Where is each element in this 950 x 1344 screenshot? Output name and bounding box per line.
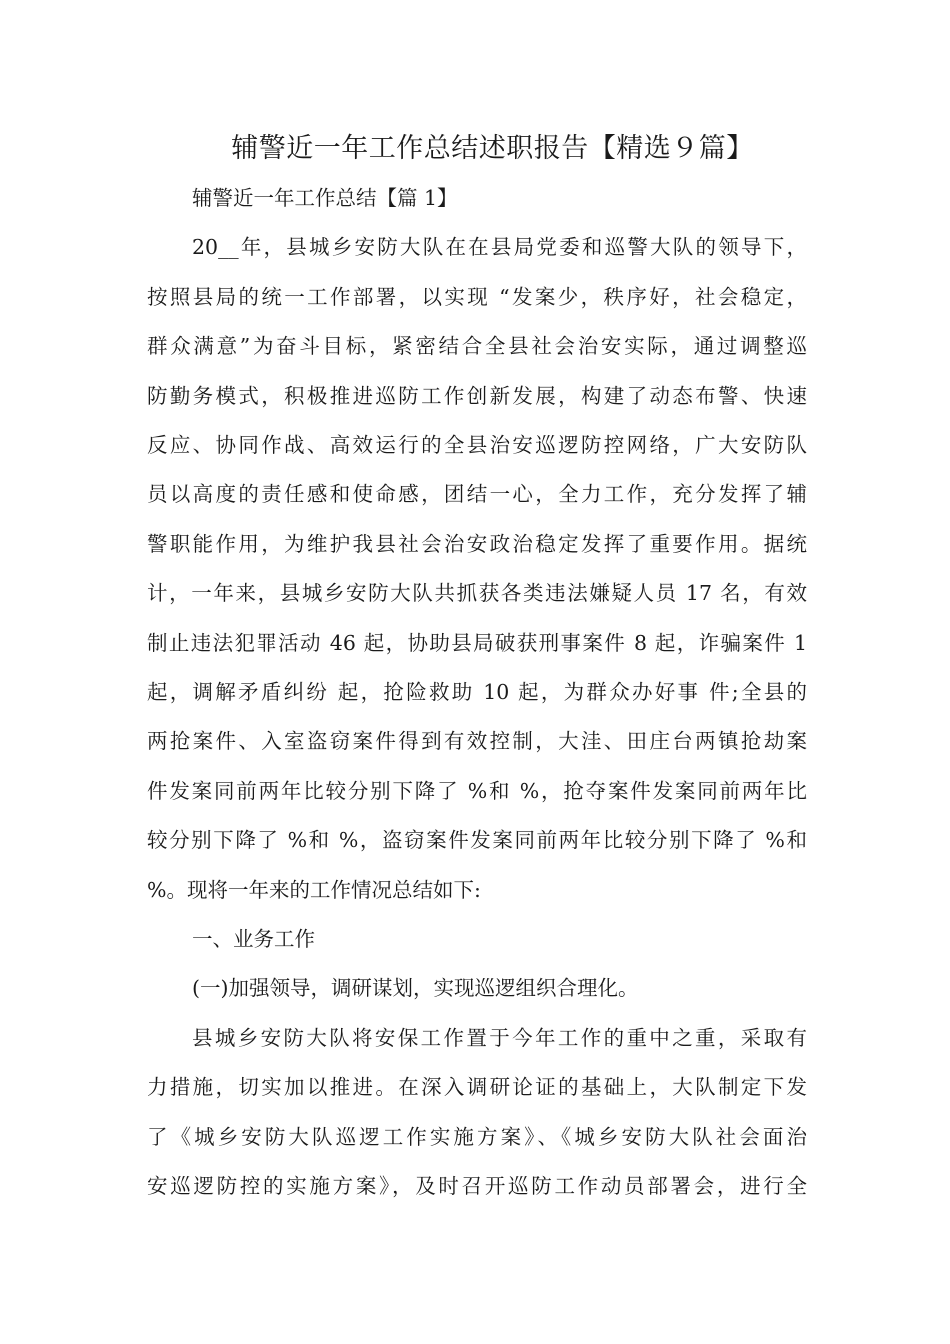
text-line: 一、业务工作: [192, 927, 315, 951]
text-line: 员以高度的责任感和使命感，团结一心，全力工作，充分发挥了辅: [147, 482, 807, 507]
text-line: 县城乡安防大队将安保工作置于今年工作的重中之重，采取有: [192, 1025, 807, 1050]
text-line: 制止违法犯罪活动 46 起，协助县局破获刑事案件 8 起，诈骗案件 1: [147, 630, 807, 655]
text-line: 了《城乡安防大队巡逻工作实施方案》、《城乡安防大队社会面治: [147, 1124, 807, 1149]
text-line: 反应、协同作战、高效运行的全县治安巡逻防控网络，广大安防队: [147, 433, 807, 457]
text-line: 警职能作用，为维护我县社会治安政治稳定发挥了重要作用。据统: [147, 531, 807, 556]
text-line: 群众满意”为奋斗目标，紧密结合全县社会治安实际，通过调整巡: [147, 334, 807, 359]
text-line: 较分别下降了 %和 %，盗窃案件发案同前两年比较分别下降了 %和: [147, 828, 807, 853]
text-line: 件发案同前两年比较分别下降了 %和 %，抢夺案件发案同前两年比: [147, 778, 807, 803]
text-line: 按照县局的统一工作部署，以实现 “发案少，秩序好，社会稳定，: [147, 284, 807, 309]
text-line: 辅警近一年工作总结【篇 1】: [192, 186, 458, 210]
text-line: 安巡逻防控的实施方案》，及时召开巡防工作动员部署会，进行全: [147, 1174, 807, 1198]
text-line: 防勤务模式，积极推进巡防工作创新发展，构建了动态布警、快速: [147, 383, 807, 408]
document-title: 辅警近一年工作总结述职报告【精选９篇】: [231, 133, 754, 164]
text-line: 20__年，县城乡安防大队在在县局党委和巡警大队的领导下，: [192, 235, 807, 260]
text-line: 计，一年来，县城乡安防大队共抓获各类违法嫌疑人员 17 名，有效: [147, 581, 807, 606]
text-line: (一)加强领导，调研谋划，实现巡逻组织合理化。: [192, 976, 639, 1001]
text-line: 起，调解矛盾纠纷 起，抢险救助 10 起，为群众办好事 件;全县的: [147, 680, 807, 704]
text-line: 两抢案件、入室盗窃案件得到有效控制，大洼、田庄台两镇抢劫案: [147, 729, 807, 754]
text-line: 力措施，切实加以推进。在深入调研论证的基础上，大队制定下发: [147, 1075, 807, 1100]
text-line: %。现将一年来的工作情况总结如下:: [147, 877, 481, 902]
